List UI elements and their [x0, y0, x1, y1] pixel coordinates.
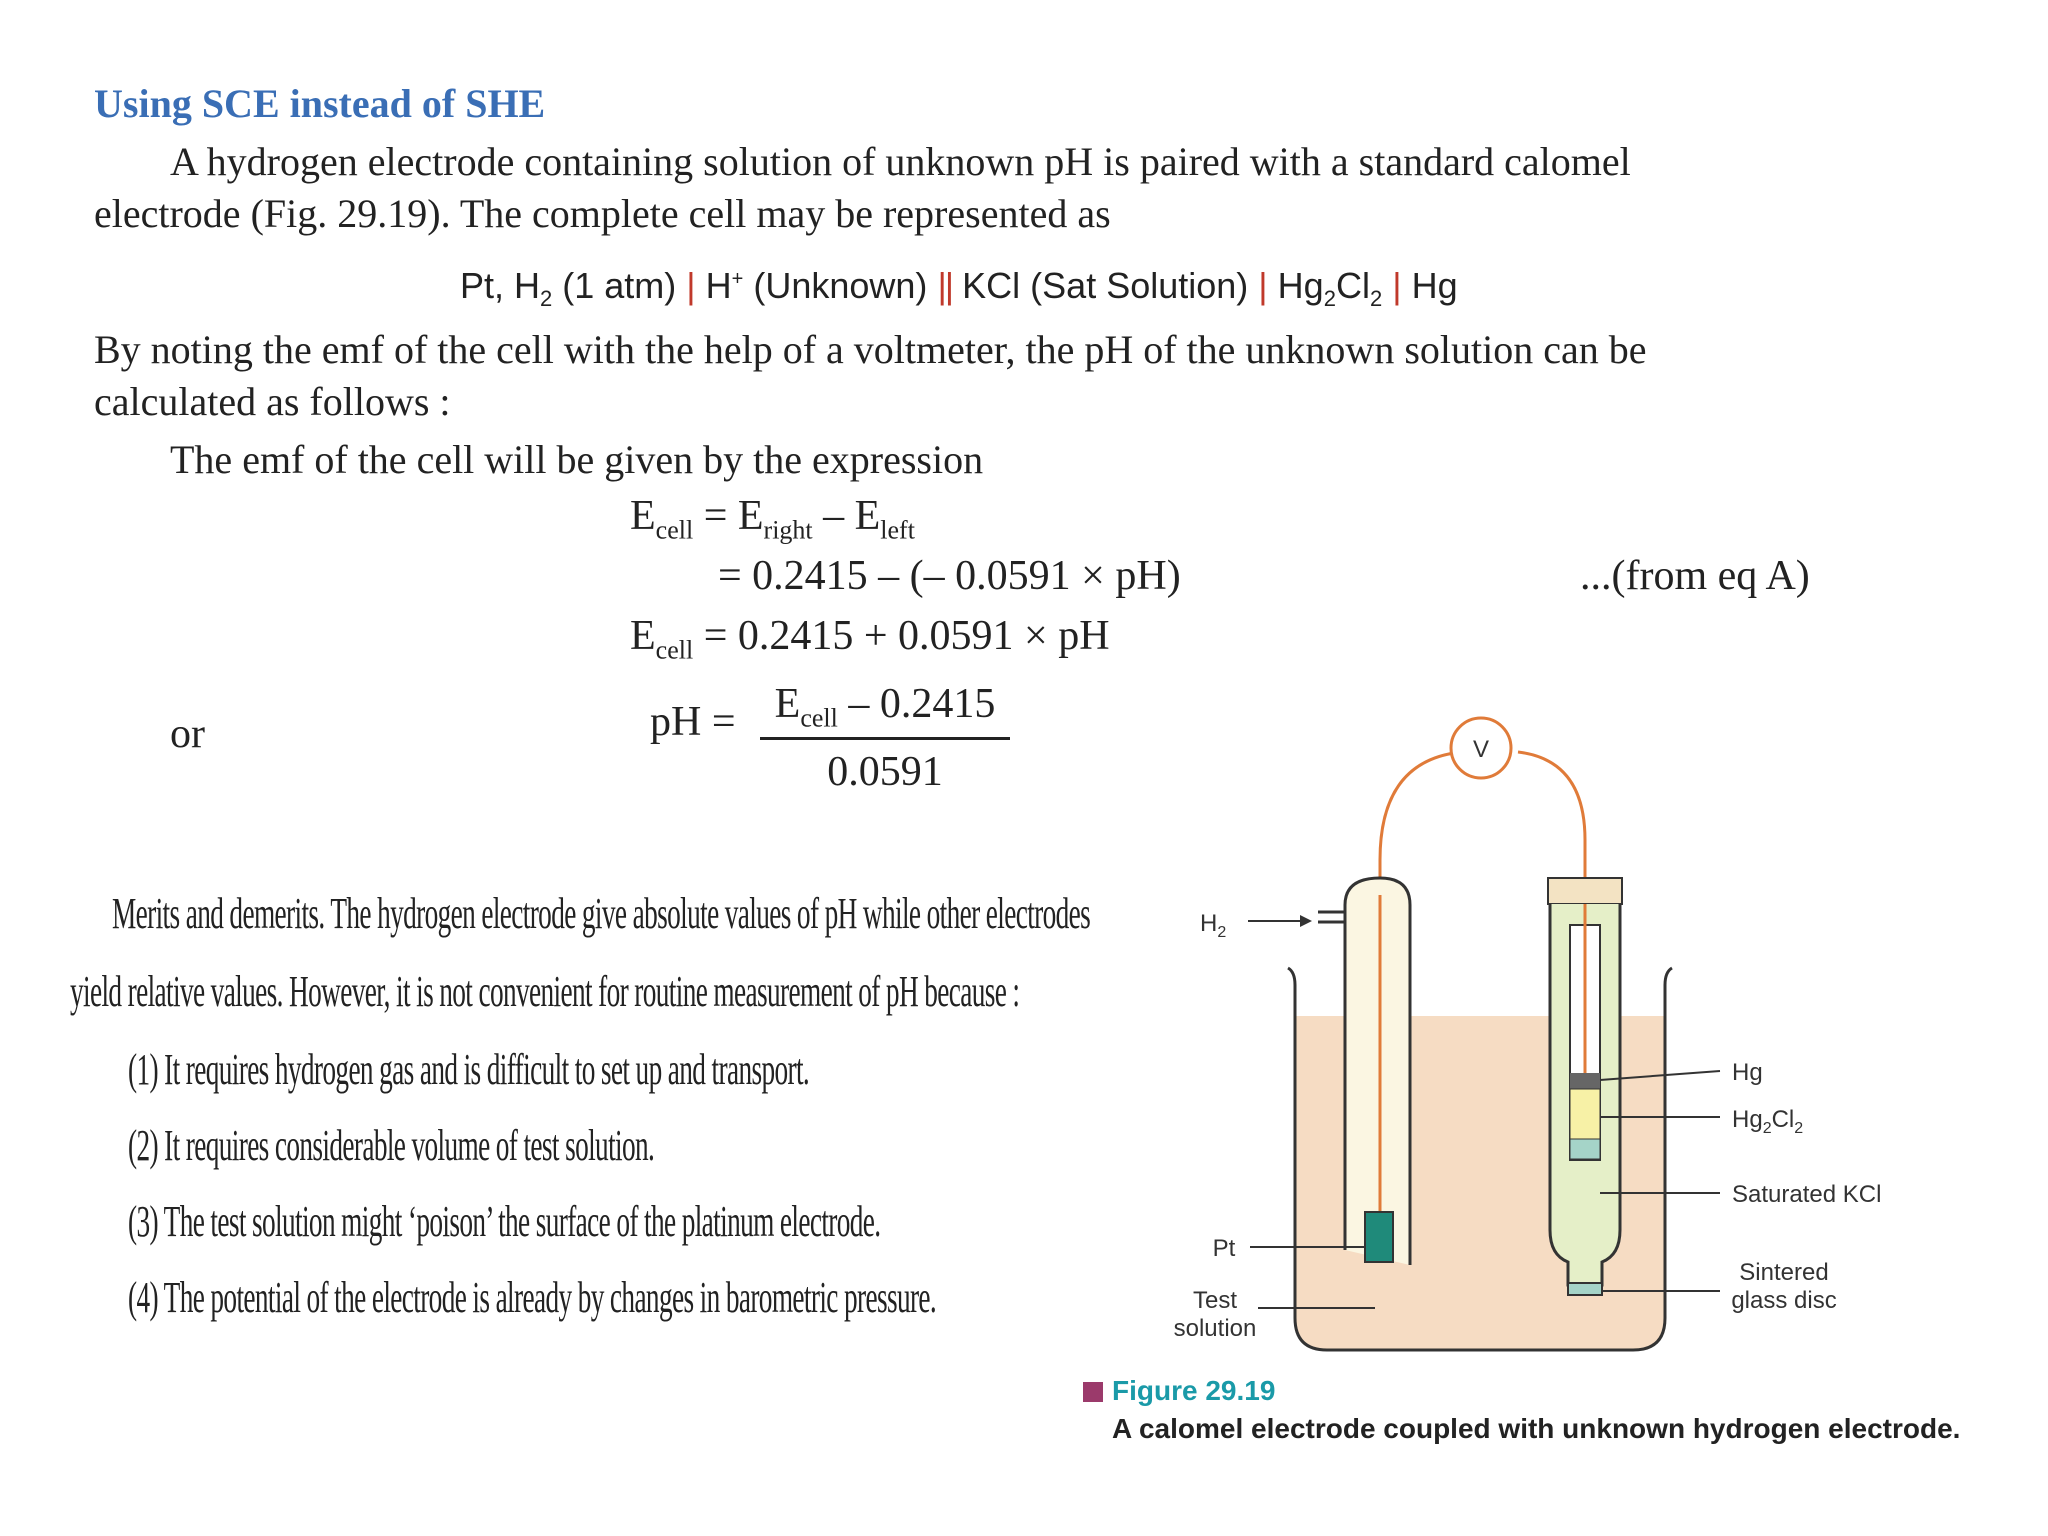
cell-pt: Pt, H: [460, 265, 541, 306]
hydrogen-electrode-tube: [1345, 878, 1410, 1265]
equation-1: [630, 492, 915, 545]
cell-hg: Hg: [1411, 265, 1458, 306]
eq1-left-sub: left: [880, 515, 915, 545]
hg2cl2-cl: Cl: [1771, 1106, 1795, 1133]
cell-representation: [460, 265, 1458, 312]
disc-label-2: glass disc: [1731, 1287, 1837, 1314]
merits-item-3: (3) The test solution might ‘poison’ the surface of the platinum electrode.: [128, 1197, 881, 1246]
eq1-cell-sub: cell: [655, 515, 694, 545]
cell-h2-cond: (1 atm): [552, 265, 677, 306]
eq1-e: E: [630, 493, 656, 539]
h2-arrowhead: [1300, 915, 1312, 927]
cell-double-bar: ||: [937, 265, 953, 306]
equation-2: = 0.2415 – (– 0.0591 × pH): [718, 553, 1181, 599]
pt-label: Pt: [1212, 1235, 1236, 1262]
cell-hplus-cond: (Unknown): [743, 265, 928, 306]
hg2cl2-sub2: 2: [1794, 1120, 1804, 1137]
kcl-paste-layer: [1570, 1139, 1600, 1159]
wire-right: [1518, 752, 1585, 878]
para3: The emf of the cell will be given by the expression: [170, 437, 984, 482]
ph-lhs: pH =: [650, 699, 736, 745]
cell-bar-3: |: [1392, 265, 1402, 306]
cell-hplus-sup: +: [731, 268, 744, 290]
figure-caption: A calomel electrode coupled with unknown hydrogen electrode.: [1112, 1413, 1961, 1444]
merits-item-4: (4) The potential of the electrode is already by changes in barometric pressure.: [128, 1273, 937, 1322]
eq3-cell-sub: cell: [655, 635, 694, 665]
intro-line-1: A hydrogen electrode containing solution of unknown pH is paired with a standard calomel: [170, 139, 1631, 184]
platinum-electrode: [1365, 1212, 1393, 1262]
fraction-line: [760, 737, 1010, 740]
equation-2-reference: ...(from eq A): [1580, 553, 1810, 599]
cell-h2-sub: 2: [540, 286, 553, 312]
or-label: or: [170, 711, 205, 757]
merits-line-1: Merits and demerits. The hydrogen electrode give absolute values of pH while other electrodes: [112, 889, 1091, 938]
eq1-mid: = E: [693, 493, 764, 539]
frac-num-rest: – 0.2415: [837, 681, 996, 727]
caption-square-icon: [1083, 1382, 1103, 1402]
calomel-cap: [1548, 878, 1622, 904]
eq1-minus: – E: [812, 493, 881, 539]
para2-line-2: calculated as follows :: [94, 379, 451, 424]
test-label-2: solution: [1173, 1315, 1257, 1342]
hg-label: Hg: [1732, 1059, 1763, 1086]
eq1-right-sub: right: [763, 515, 813, 545]
hg2cl2-label: [1732, 1106, 1803, 1137]
hg2cl2-hg: Hg: [1732, 1106, 1763, 1133]
figure-title: Figure 29.19: [1112, 1375, 1276, 1406]
disc-label-1: Sintered: [1739, 1259, 1829, 1286]
mercury-layer: [1570, 1073, 1600, 1089]
kcl-label: Saturated KCl: [1732, 1181, 1882, 1208]
intro-line-2: electrode (Fig. 29.19). The complete cell may be represented as: [94, 191, 1111, 236]
para2-line-1: By noting the emf of the cell with the help of a voltmeter, the pH of the unknown solution can be: [94, 327, 1647, 372]
merits-item-2: (2) It requires considerable volume of test solution.: [128, 1121, 655, 1170]
cell-bar-2: |: [1258, 265, 1268, 306]
frac-e: E: [774, 681, 801, 727]
fraction-denominator: 0.0591: [827, 749, 943, 796]
hg2cl2-layer: [1570, 1089, 1600, 1139]
hg2cl2-sub1: 2: [1762, 1120, 1772, 1137]
ph-fraction: [760, 680, 1010, 796]
frac-cell-sub: cell: [800, 703, 838, 733]
cell-bar-1: |: [686, 265, 696, 306]
merits-line-2: yield relative values. However, it is not convenient for routine measurement of pH because :: [70, 967, 1020, 1016]
h2-label: [1200, 910, 1226, 941]
wire-left: [1380, 752, 1462, 895]
cell-hg2-sub: 2: [1323, 286, 1336, 312]
test-label-1: Test: [1192, 1287, 1238, 1314]
equation-3: [630, 612, 1110, 665]
cell-kcl: KCl (Sat Solution): [962, 265, 1249, 306]
fraction-numerator: [760, 680, 1010, 733]
cell-cl: Cl: [1335, 265, 1370, 306]
h2-label-text: H: [1200, 910, 1218, 937]
electrode-diagram: [1150, 700, 1930, 1360]
eq3-e: E: [630, 613, 656, 659]
section-heading: Using SCE instead of SHE: [94, 81, 546, 126]
cell-hg2: Hg: [1277, 265, 1324, 306]
h2-label-sub: 2: [1217, 924, 1227, 941]
merits-item-1: (1) It requires hydrogen gas and is difficult to set up and transport.: [128, 1045, 810, 1094]
cell-hplus: H: [705, 265, 732, 306]
eq3-rest: = 0.2415 + 0.0591 × pH: [693, 613, 1110, 659]
cell-cl-sub: 2: [1369, 286, 1383, 312]
sintered-glass-disc: [1568, 1283, 1602, 1295]
voltmeter-label: V: [1472, 736, 1490, 763]
